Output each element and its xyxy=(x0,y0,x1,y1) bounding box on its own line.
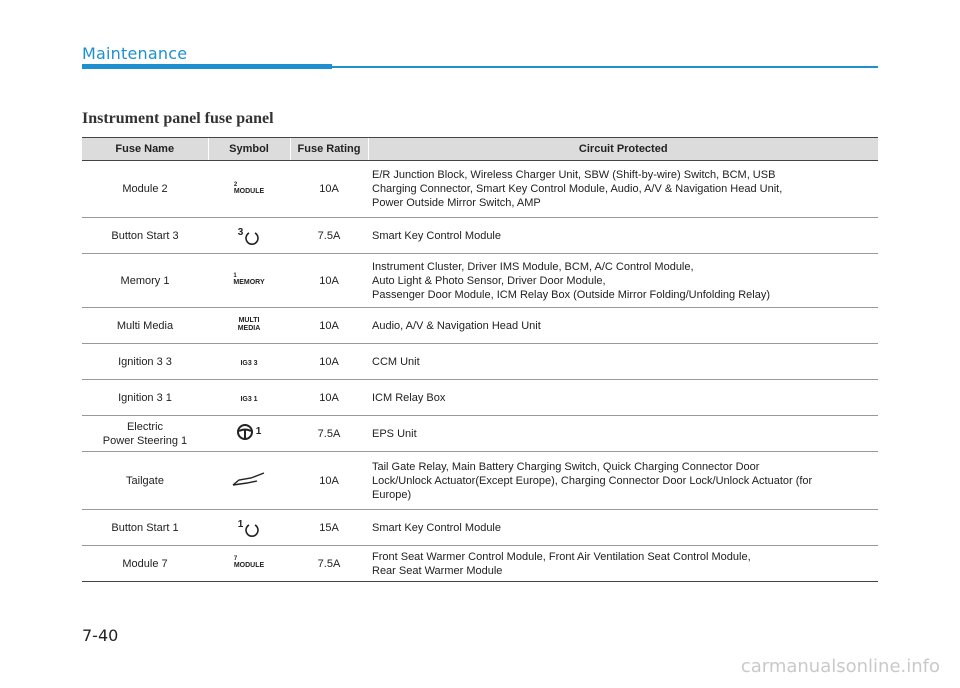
fuse-name: Module 2 xyxy=(82,161,208,218)
fuse-name: Button Start 3 xyxy=(82,218,208,254)
page-number: 7-40 xyxy=(82,626,119,645)
fuse-rating: 10A xyxy=(290,254,368,308)
table-row xyxy=(82,308,878,344)
fuse-symbol xyxy=(208,380,290,416)
fuse-rating: 10A xyxy=(290,344,368,380)
fuse-name: Ignition 3 1 xyxy=(82,380,208,416)
table-row xyxy=(82,452,878,510)
table-row xyxy=(82,380,878,416)
circuit-protected: Smart Key Control Module xyxy=(368,510,878,546)
header-rule-thin xyxy=(332,66,878,68)
steering-wheel-icon xyxy=(236,423,254,441)
module-symbol: 7 MODULE xyxy=(233,556,265,569)
start-button-icon xyxy=(244,520,260,538)
table-row xyxy=(82,416,878,452)
circuit-protected: ICM Relay Box xyxy=(368,380,878,416)
table-row xyxy=(82,161,878,218)
fuse-symbol: 3 xyxy=(208,218,290,254)
fuse-symbol xyxy=(208,161,290,218)
watermark: carmanualsonline.info xyxy=(740,656,940,677)
fuse-name: Module 7 xyxy=(82,546,208,582)
section-header: Maintenance xyxy=(82,44,188,63)
fuse-symbol xyxy=(208,308,290,344)
page-title: Instrument panel fuse panel xyxy=(82,110,274,127)
ignition-symbol: IG3 1 xyxy=(240,395,258,403)
fuse-name: Tailgate xyxy=(82,452,208,510)
column-header-fuse-name: Fuse Name xyxy=(82,138,208,161)
fuse-symbol: 1 xyxy=(208,510,290,546)
fuse-symbol xyxy=(208,254,290,308)
module-symbol: 2 MODULE xyxy=(233,181,265,195)
column-header-circuit-protected: Circuit Protected xyxy=(368,138,878,161)
table-row xyxy=(82,344,878,380)
table-row xyxy=(82,218,878,254)
fuse-rating: 15A xyxy=(290,510,368,546)
ignition-symbol: IG3 3 xyxy=(240,359,258,367)
fuse-table xyxy=(82,137,878,582)
table-row xyxy=(82,254,878,308)
multimedia-symbol: MULTI MEDIA xyxy=(237,317,261,332)
fuse-symbol xyxy=(208,344,290,380)
fuse-name: Memory 1 xyxy=(82,254,208,308)
column-header-fuse-rating: Fuse Rating xyxy=(290,138,368,161)
table-header-row xyxy=(82,138,878,161)
circuit-protected: E/R Junction Block, Wireless Charger Unit, SBW (Shift-by-wire) Switch, BCM, USB Charging Connector, Smart Key Control Module, Audio, A/V & Navigation Head Unit, Power Outside Mirror Switch, AMP xyxy=(368,161,878,218)
circuit-protected: Instrument Cluster, Driver IMS Module, BCM, A/C Control Module, Auto Light & Photo Sensor, Driver Door Module, Passenger Door Module, ICM Relay Box (Outside Mirror Folding/Unfolding Relay) xyxy=(368,254,878,308)
tailgate-icon xyxy=(231,471,267,487)
memory-symbol: 1 MEMORY xyxy=(233,273,265,286)
fuse-rating: 10A xyxy=(290,452,368,510)
circuit-protected: Front Seat Warmer Control Module, Front Air Ventilation Seat Control Module, Rear Seat Warmer Module xyxy=(368,546,878,582)
fuse-rating: 10A xyxy=(290,308,368,344)
fuse-name: Multi Media xyxy=(82,308,208,344)
header-rule-thick xyxy=(82,64,332,69)
fuse-name: Ignition 3 3 xyxy=(82,344,208,380)
table-row xyxy=(82,546,878,582)
circuit-protected: EPS Unit xyxy=(368,416,878,452)
fuse-symbol xyxy=(208,452,290,510)
fuse-rating: 7.5A xyxy=(290,416,368,452)
circuit-protected: Tail Gate Relay, Main Battery Charging Switch, Quick Charging Connector Door Lock/Unlock Actuator(Except Europe), Charging Connector Door Lock/Unlock Actuator (for Europe) xyxy=(368,452,878,510)
table-row xyxy=(82,510,878,546)
fuse-name: Button Start 1 xyxy=(82,510,208,546)
fuse-rating: 7.5A xyxy=(290,546,368,582)
circuit-protected: Audio, A/V & Navigation Head Unit xyxy=(368,308,878,344)
fuse-name: Electric Power Steering 1 xyxy=(82,416,208,452)
fuse-rating: 10A xyxy=(290,161,368,218)
circuit-protected: Smart Key Control Module xyxy=(368,218,878,254)
fuse-rating: 10A xyxy=(290,380,368,416)
fuse-symbol: 1 xyxy=(208,416,290,452)
start-button-icon xyxy=(244,228,260,246)
fuse-rating: 7.5A xyxy=(290,218,368,254)
column-header-symbol: Symbol xyxy=(208,138,290,161)
circuit-protected: CCM Unit xyxy=(368,344,878,380)
fuse-symbol xyxy=(208,546,290,582)
